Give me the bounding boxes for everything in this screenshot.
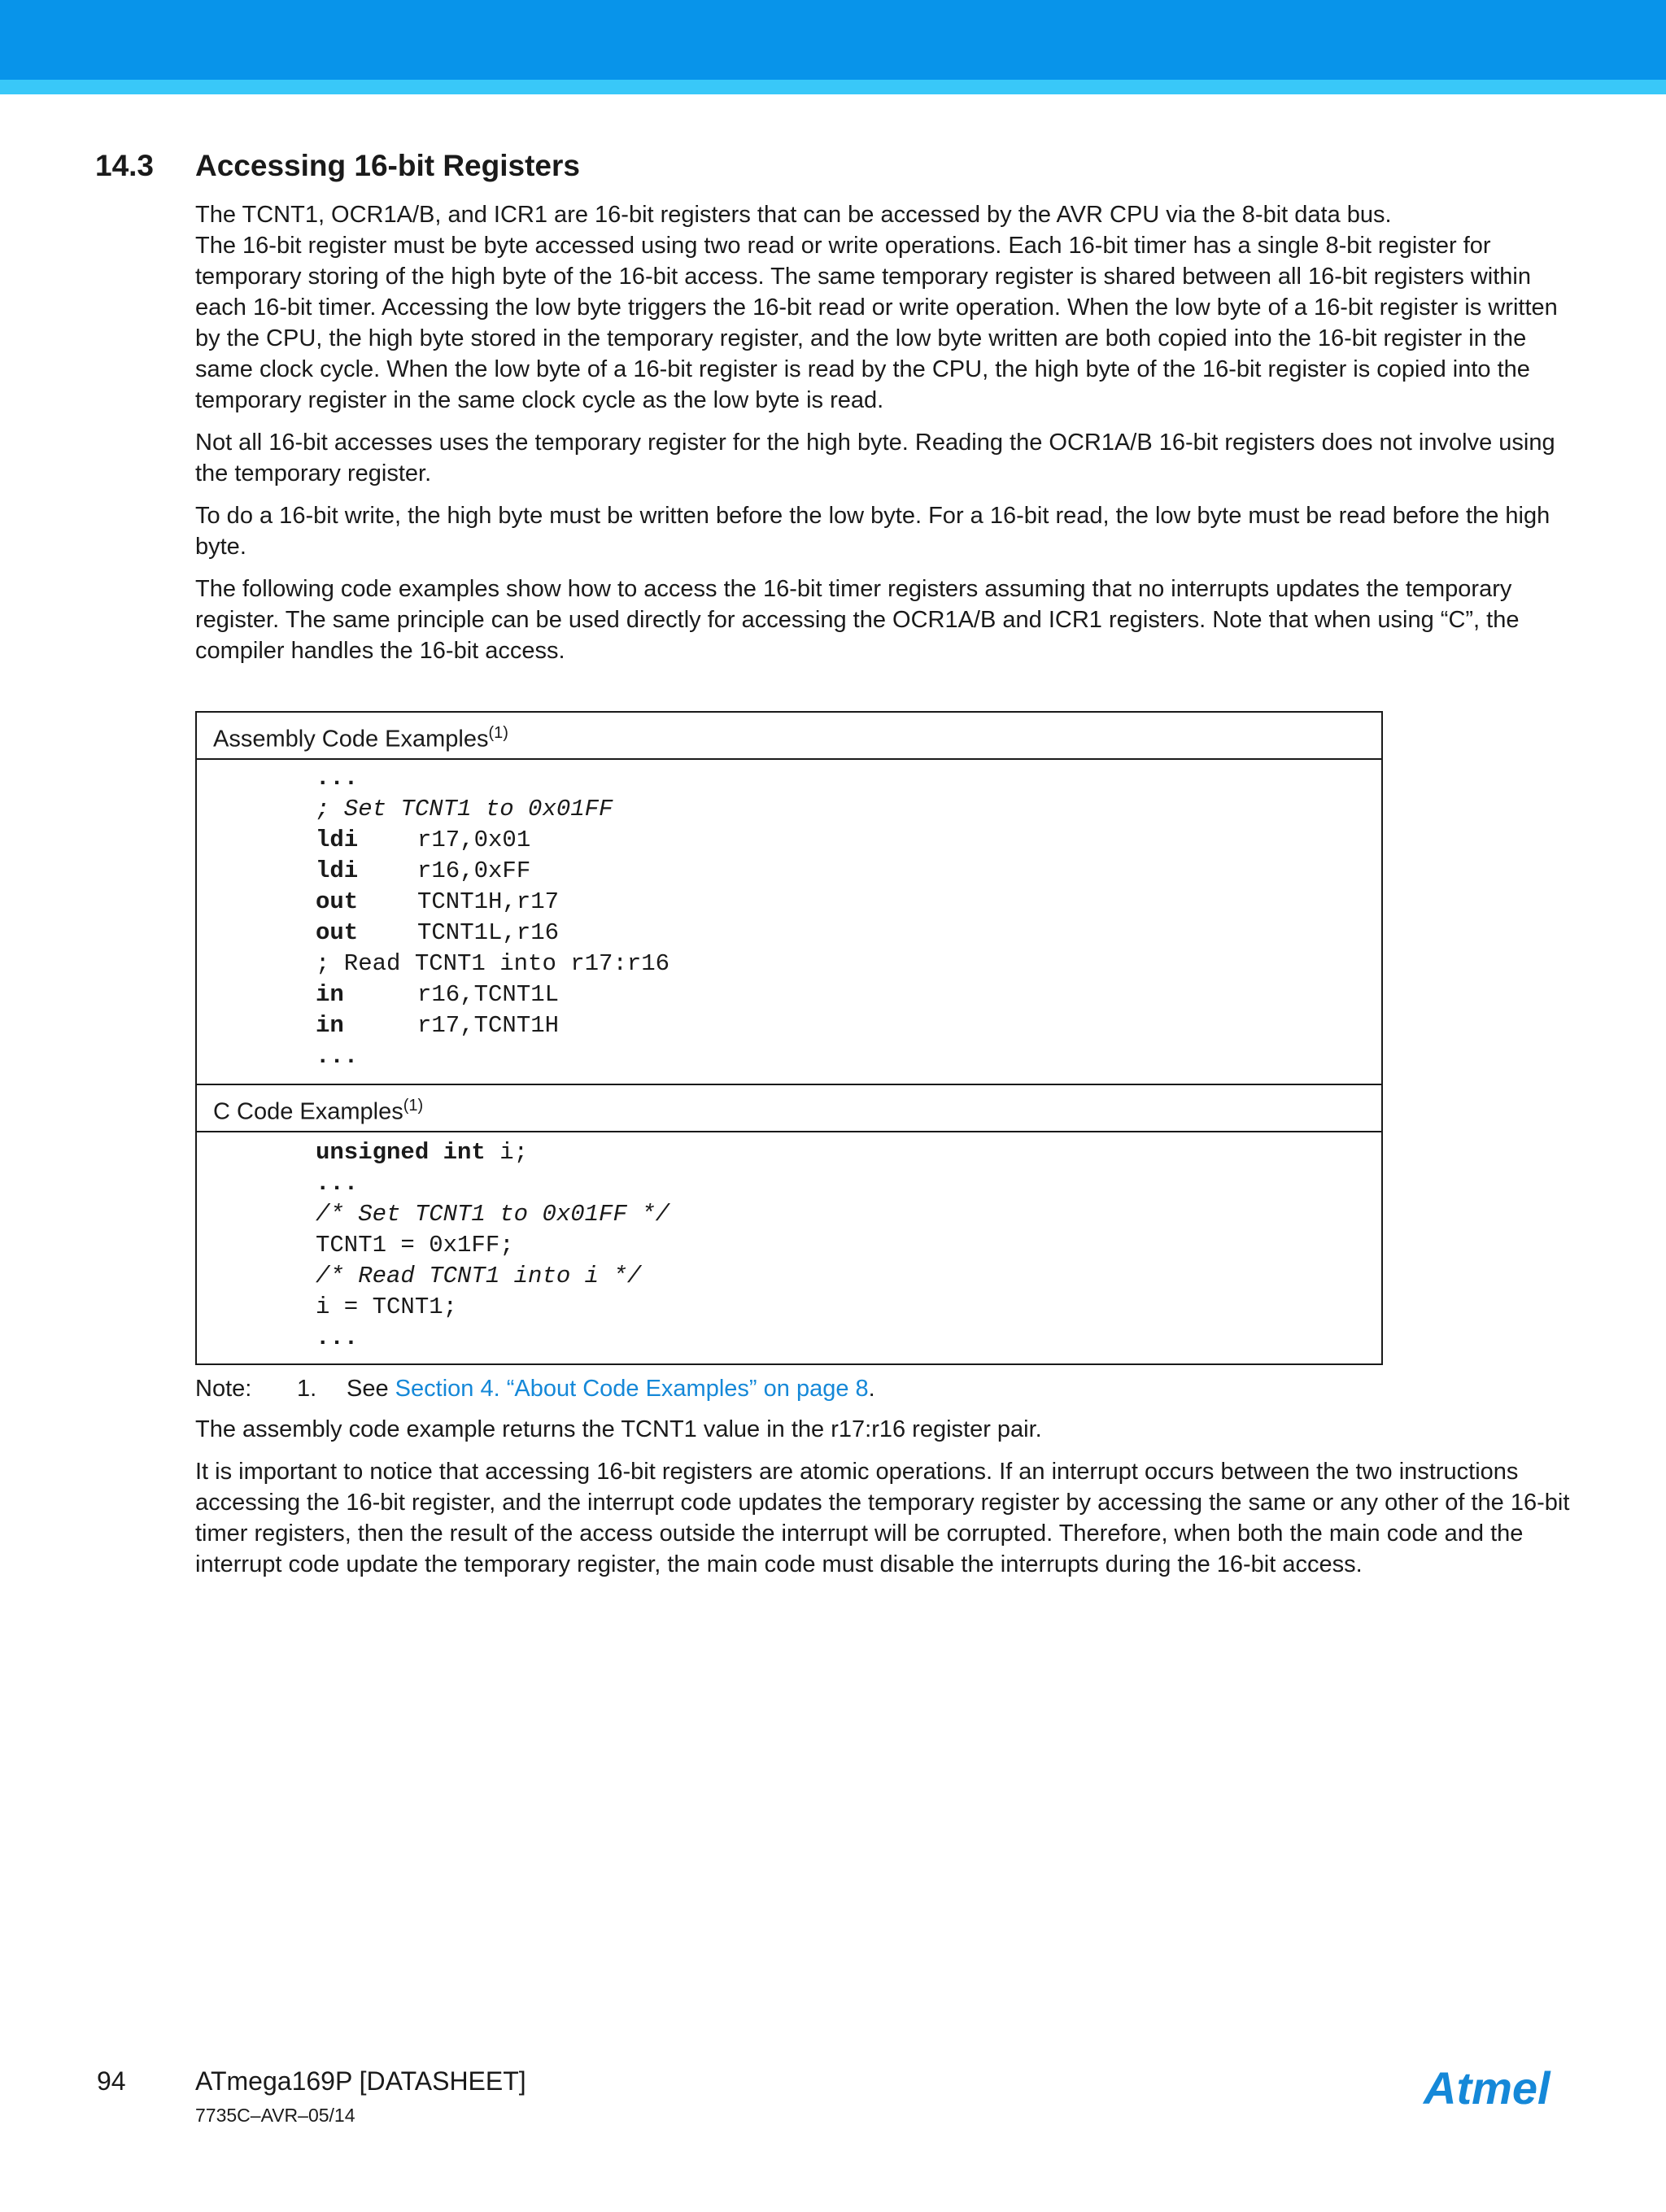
paragraph: The following code examples show how to access the 16-bit timer registers assuming that no interrupts updates the temporary register. The same principle can be used directly for accessing the OCR1A/B and ICR1 registers. Note that when using “C”, the compiler handles the 16-bit access.	[195, 576, 1520, 664]
code-line	[316, 887, 1381, 918]
note-see: See	[347, 1376, 389, 1402]
code-line: ...	[316, 1043, 359, 1070]
body-text-after	[195, 1414, 1570, 1591]
code-line	[316, 1137, 1381, 1168]
code-operands: r17,0x01	[417, 827, 531, 853]
paragraph: Not all 16-bit accesses uses the temporary register for the high byte. Reading the OCR1A/B 16-bit registers does not involve using the temporary register.	[195, 430, 1555, 486]
code-keyword: unsigned int	[316, 1139, 486, 1166]
header-stripe	[0, 80, 1666, 94]
paragraph: It is important to notice that accessing 16-bit registers are atomic operations. If an interrupt occurs between the two instructions accessing the 16-bit register, and the interrupt code updates the temporary register by accessing the same or any other of the 16-bit timer registers, then the result of the access outside the interrupt will be corrupted. Therefore, when both the main code and the interrupt code update the temporary register, the main code must disable the interrupts during the 16-bit access.	[195, 1459, 1570, 1577]
code-line: i = TCNT1;	[316, 1294, 458, 1320]
logo-text: Atmel	[1424, 2062, 1550, 2114]
code-comment: ; Set TCNT1 to 0x01FF	[316, 796, 613, 822]
body-text	[195, 199, 1570, 678]
document-revision: 7735C–AVR–05/14	[195, 2105, 355, 2126]
asm-box-header	[197, 713, 1381, 760]
paragraph: The assembly code example returns the TCNT1 value in the r17:r16 register pair.	[195, 1416, 1042, 1442]
code-line: ...	[316, 1324, 359, 1351]
code-keyword: in	[316, 981, 344, 1008]
c-header-footnote: (1)	[403, 1097, 424, 1115]
asm-header-footnote: (1)	[488, 724, 508, 742]
cross-reference-link[interactable]: Section 4. “About Code Examples” on page 8	[395, 1376, 869, 1402]
code-line: TCNT1 = 0x1FF;	[316, 1232, 514, 1259]
code-line	[316, 825, 1381, 856]
c-code-block	[197, 1132, 1381, 1363]
code-line: ...	[316, 1170, 359, 1197]
paragraph: The 16-bit register must be byte accessed using two read or write operations. Each 16-bit timer has a single 8-bit register for temporary storing of the high byte of the 16-bit access. The same temporary register is shared between all 16-bit registers within each 16-bit timer. Accessing the low byte triggers the 16-bit read or write operation. When the low byte of a 16-bit register is written by the CPU, the high byte stored in the temporary register, and the low byte written are both copied into the 16-bit register in the same clock cycle. When the low byte of a 16-bit register is read by the CPU, the high byte of the 16-bit register is copied into the temporary register in the same clock cycle as the low byte is read.	[195, 233, 1558, 413]
code-line: ...	[316, 765, 359, 792]
paragraph: To do a 16-bit write, the high byte must be written before the low byte. For a 16-bit read, the low byte must be read before the high byte.	[195, 503, 1550, 560]
code-operands: r16,0xFF	[417, 857, 531, 884]
code-line	[316, 918, 1381, 949]
code-keyword: ldi	[316, 857, 359, 884]
page-number: 94	[97, 2066, 126, 2096]
code-operands: r17,TCNT1H	[417, 1012, 560, 1039]
section-title: Accessing 16-bit Registers	[195, 149, 580, 182]
document-title: ATmega169P [DATASHEET]	[195, 2066, 526, 2096]
asm-code-block	[197, 760, 1381, 1085]
code-text: i;	[499, 1139, 529, 1166]
footnote	[195, 1373, 875, 1404]
code-comment: /* Set TCNT1 to 0x01FF */	[316, 1201, 670, 1228]
code-examples-box	[195, 711, 1383, 1365]
code-operands: TCNT1H,r17	[417, 888, 560, 915]
note-number: 1.	[297, 1376, 317, 1402]
code-keyword: in	[316, 1012, 344, 1039]
code-operands: r16,TCNT1L	[417, 981, 560, 1008]
note-label: Note:	[195, 1376, 252, 1402]
code-line	[316, 979, 1381, 1010]
code-comment: ; Read TCNT1 into r17:r16	[316, 950, 670, 977]
code-line	[316, 1010, 1381, 1041]
asm-header-label: Assembly Code Examples	[213, 726, 489, 753]
c-box-header	[197, 1085, 1381, 1132]
code-keyword: out	[316, 919, 359, 946]
atmel-logo	[1422, 2061, 1573, 2118]
code-comment: /* Read TCNT1 into i */	[316, 1263, 642, 1289]
code-line	[316, 856, 1381, 887]
code-operands: TCNT1L,r16	[417, 919, 560, 946]
code-keyword: ldi	[316, 827, 359, 853]
header-band	[0, 0, 1666, 80]
note-end: .	[868, 1376, 875, 1402]
paragraph: The TCNT1, OCR1A/B, and ICR1 are 16-bit registers that can be accessed by the AVR CPU via the 8-bit data bus.	[195, 202, 1392, 228]
section-number: 14.3	[95, 149, 155, 182]
code-keyword: out	[316, 888, 359, 915]
c-header-label: C Code Examples	[213, 1098, 403, 1125]
